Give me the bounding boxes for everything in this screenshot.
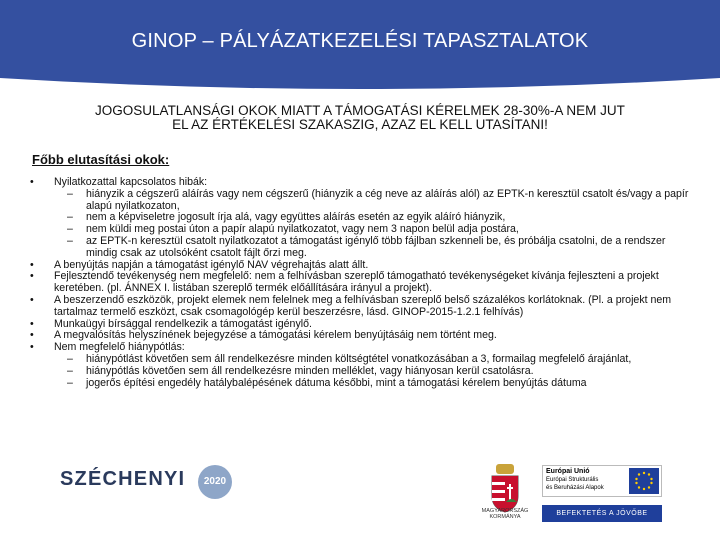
sub-item-text: hiányzik a cégszerű aláírás vagy nem cégszerű (hiányzik a cég neve az aláírás alól) az EPTK-n keresztül csatolt és/vagy a papír alapú nyilatkozaton,	[86, 187, 689, 212]
page-title: GINOP – PÁLYÁZATKEZELÉSI TAPASZTALATOK	[131, 30, 589, 52]
hungary-crest-icon	[474, 462, 536, 532]
subtitle-line-1: JOGOSULATLANSÁGI OKOK MIATT A TÁMOGATÁSI KÉRELMEK 28-30%-A NEM JUT	[95, 103, 625, 118]
eu-logo	[542, 465, 662, 497]
bullet-item	[30, 271, 698, 295]
sub-item-text: nem küldi meg postai úton a papír alapú nyilatkozatot, vagy nem 3 napon belül adja postára,	[86, 223, 519, 236]
bullet-icon: •	[30, 317, 34, 330]
crest-label-line-2: KORMÁNYA	[489, 514, 521, 520]
eu-line-1: Európai Strukturális	[546, 477, 599, 483]
bullet-icon: •	[30, 176, 34, 188]
rejection-reasons-list	[30, 177, 698, 389]
crest-label	[468, 508, 542, 520]
bullet-icon: •	[30, 341, 34, 354]
eu-text	[546, 468, 604, 492]
dash-icon: –	[67, 223, 73, 236]
bullet-text: Munkaügyi bírsággal rendelkezik a támogatást igénylő.	[54, 317, 312, 330]
sub-item-text: jogerős építési engedély hatálybalépésének dátuma későbbi, mint a támogatási kérelem benyújtás dátuma	[86, 376, 587, 389]
bullet-text: A beszerzendő eszközök, projekt elemek nem felelnek meg a felhívásban szereplő belső százalékos korlátoknak. (Pl. a projekt nem tartalmaz termelő eszközt, csak csomagológép kerül beszerzésre, lásd. GINOP-2015-1.2.1 felhívás)	[54, 293, 672, 318]
eu-title: Európai Unió	[546, 468, 590, 475]
bullet-icon: •	[30, 329, 34, 342]
section-title: Főbb elutasítási okok:	[32, 152, 170, 167]
sub-item-text: az EPTK-n keresztül csatolt nyilatkozatot a támogatást igénylő több fájlban szkenneli be, és próbálja csatolni, de a rendszer mindig csak az utolsóként csatolt fájlt őrzi meg.	[86, 234, 666, 259]
szechenyi-logo	[60, 468, 227, 491]
eu-line-2: és Beruházási Alapok	[546, 485, 604, 491]
subtitle	[40, 104, 680, 132]
bullet-text: Nyilatkozattal kapcsolatos hibák:	[54, 176, 208, 188]
dash-icon: –	[67, 211, 73, 224]
eu-flag-icon	[629, 468, 659, 494]
dash-icon: –	[67, 187, 73, 200]
bullet-text: Fejlesztendő tevékenység nem megfelelő: nem a felhívásban szereplő támogatható tevékenységeket kívánja fejleszteni a projekt keretében. (pl. ÁNNEX I. listában szereplő termék előállítására irányul a projekt).	[54, 270, 659, 295]
bullet-text: A benyújtás napján a támogatást igénylő NAV végrehajtás alatt állt.	[54, 258, 369, 271]
crest-label-line-1: MAGYARORSZÁG	[481, 508, 529, 514]
sub-item-text: nem a képviseletre jogosult írja alá, vagy együttes aláírás esetén az egyik aláíró hiányzik,	[86, 211, 506, 224]
dash-icon: –	[67, 352, 73, 365]
bullet-icon: •	[30, 270, 34, 283]
szechenyi-badge: 2020	[198, 465, 232, 499]
sub-item-text: hiánypótlás követően sem áll rendelkezésre minden melléklet, vagy hiányosan kerül csatolásra.	[86, 364, 534, 377]
sub-item	[30, 378, 698, 390]
sub-item	[30, 236, 698, 260]
bullet-text: A megvalósítás helyszínének bejegyzése a támogatási kérelem benyújtásáig nem történt meg.	[54, 329, 497, 342]
subtitle-line-2: EL AZ ÉRTÉKELÉSI SZAKASZIG, AZAZ EL KELL UTASÍTANI!	[172, 117, 548, 132]
sub-item-text: hiánypótlást követően sem áll rendelkezésre minden költségtétel vonatkozásában a 3, formailag megfelelő árajánlat,	[86, 352, 632, 365]
header-banner	[0, 0, 720, 92]
bullet-item	[30, 295, 698, 319]
dash-icon: –	[67, 234, 73, 247]
szechenyi-text: SZÉCHENYI	[60, 468, 186, 490]
sub-item	[30, 189, 698, 213]
bullet-icon: •	[30, 258, 34, 271]
dash-icon: –	[67, 376, 73, 389]
bullet-icon: •	[30, 293, 34, 306]
dash-icon: –	[67, 364, 73, 377]
bullet-text: Nem megfelelő hiánypótlás:	[54, 341, 185, 354]
invest-banner: BEFEKTETÉS A JÖVŐBE	[542, 505, 662, 522]
